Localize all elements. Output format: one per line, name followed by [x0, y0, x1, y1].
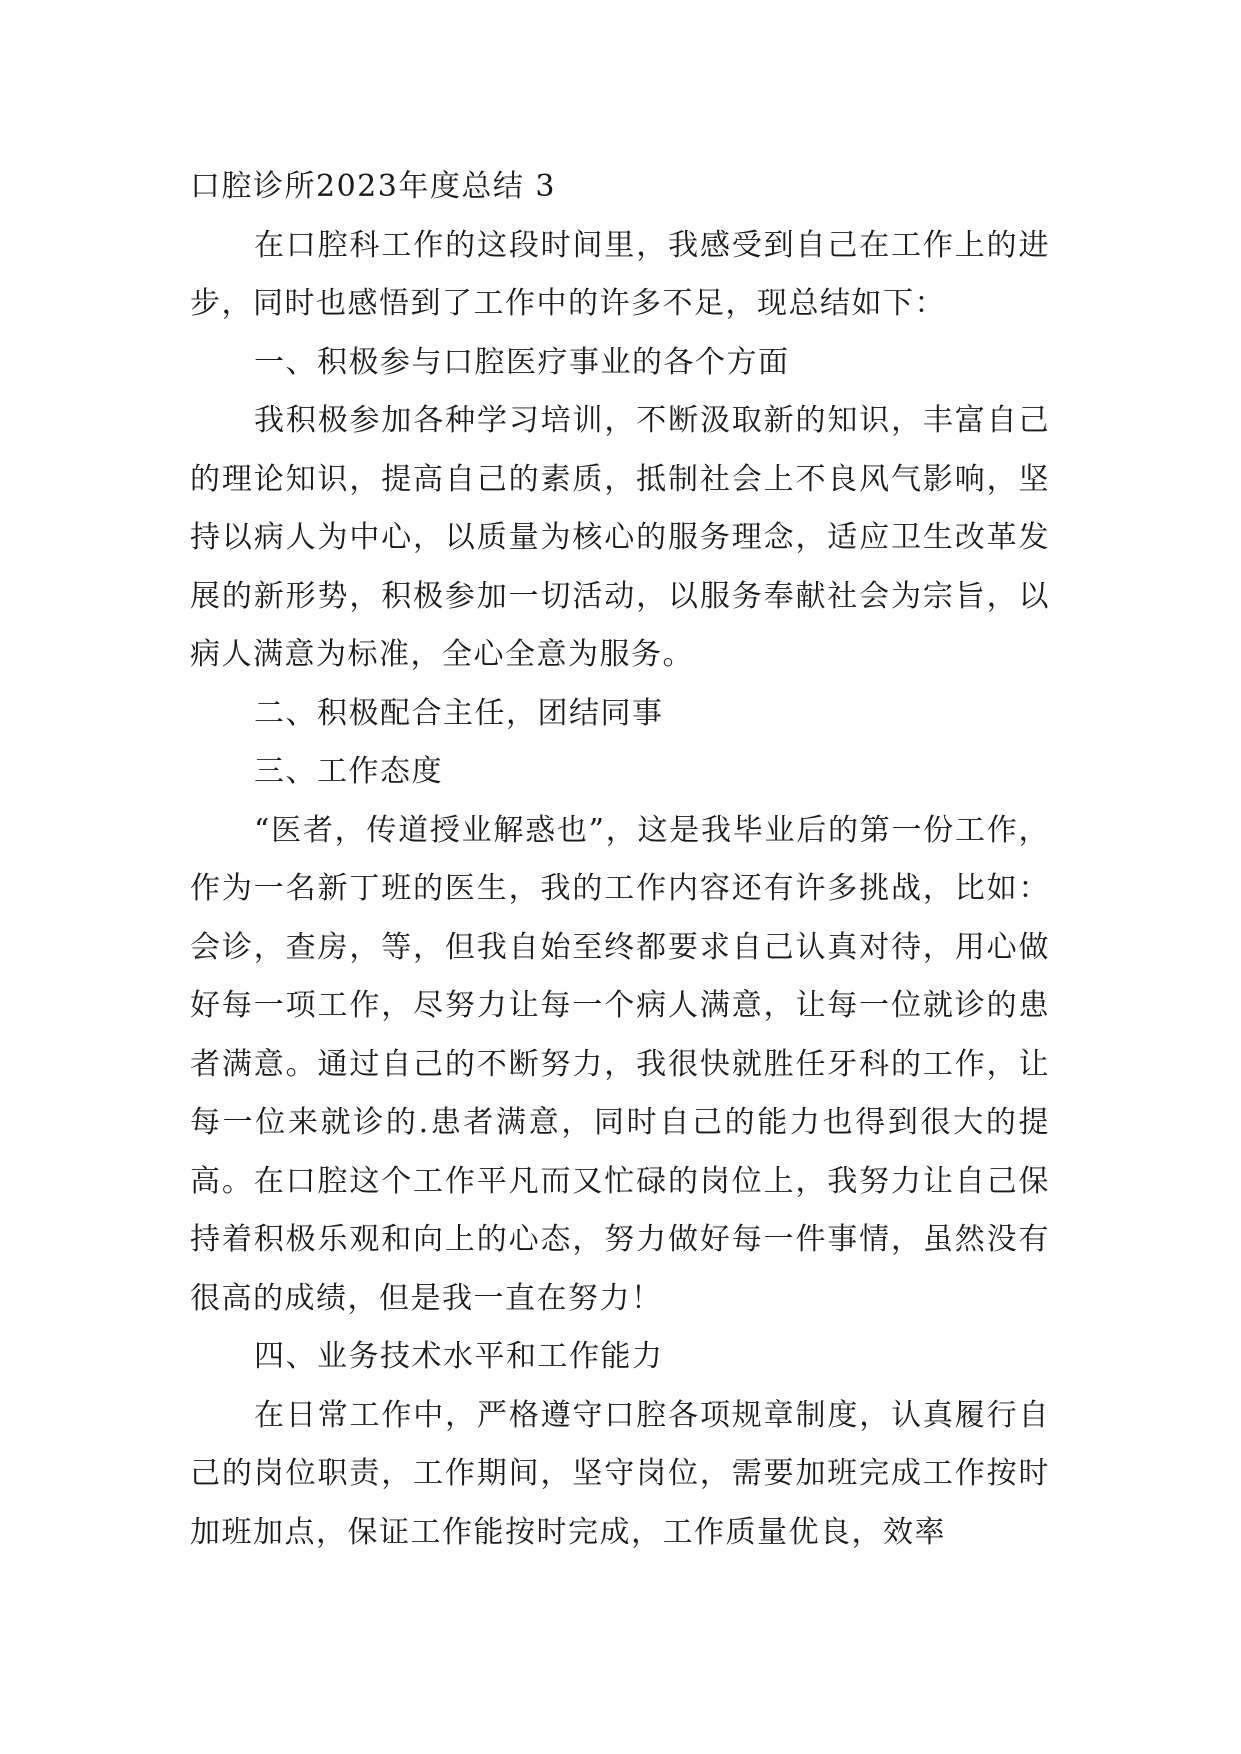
- section-heading-4: 四、业务技术水平和工作能力: [254, 1339, 664, 1374]
- section-heading-2: 二、积极配合主任，团结同事: [254, 695, 664, 731]
- section-heading-3: 三、工作态度: [254, 754, 443, 789]
- document-title: 口腔诊所2023年度总结 3: [190, 169, 556, 204]
- section-heading-1: 一、积极参与口腔医疗事业的各个方面: [254, 344, 790, 380]
- section-1-paragraph: 我积极参加各种学习培训，不断汲取新的知识，丰富自己的理论知识，提高自己的素质，抵制社会上不良风气影响，坚持以病人为中心，以质量为核心的服务理念，适应卫生改革发展的新形势，积极参加一切活动，以服务奉献社会为宗旨，以病人满意为标准，全心全意为服务。: [190, 403, 1050, 672]
- document-body: [190, 158, 1050, 1562]
- section-3-paragraph: “医者，传道授业解惑也”，这是我毕业后的第一份工作，作为一名新丁班的医生，我的工作内容还有许多挑战，比如：会诊，查房，等，但我自始至终都要求自己认真对待，用心做好每一项工作，尽努力让每一个病人满意，让每一位就诊的患者满意。通过自己的不断努力，我很快就胜任牙科的工作，让每一位来就诊的.患者满意，同时自己的能力也得到很大的提高。在口腔这个工作平凡而又忙碌的岗位上，我努力让自己保持着积极乐观和向上的心态，努力做好每一件事情，虽然没有很高的成绩，但是我一直在努力！: [190, 812, 1050, 1316]
- section-4-paragraph: 在日常工作中，严格遵守口腔各项规章制度，认真履行自己的岗位职责，工作期间，坚守岗位，需要加班完成工作按时加班加点，保证工作能按时完成，工作质量优良，效率: [190, 1397, 1050, 1550]
- intro-paragraph: 在口腔科工作的这段时间里，我感受到自己在工作上的进步，同时也感悟到了工作中的许多不足，现总结如下：: [190, 227, 1050, 321]
